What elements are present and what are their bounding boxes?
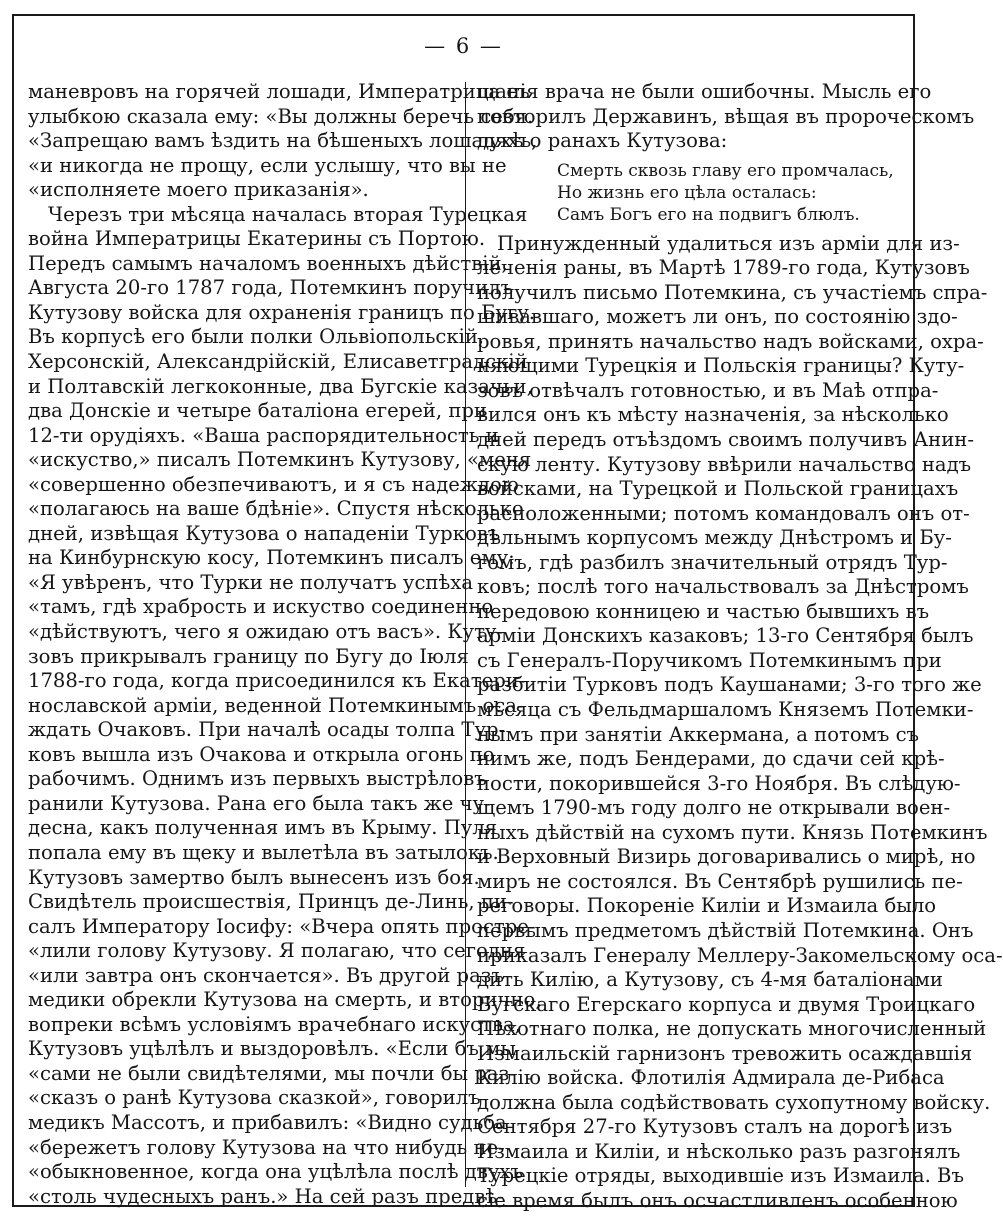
- text-line: леченія раны, въ Мартѣ 1789-го года, Кутузовъ: [477, 256, 970, 280]
- text-line: Пѣхотнаго полка, не допускать многочисленный: [477, 1017, 987, 1041]
- right-column-body: [477, 231, 1003, 1214]
- poem-line: Самъ Богъ его на подвигъ блюлъ.: [557, 204, 860, 225]
- poem-quote: [557, 160, 907, 226]
- text-line: духѣ о ранахъ Кутузова:: [477, 129, 728, 153]
- text-line: Килію войска. Флотилія Адмирала де-Рибаса: [477, 1066, 945, 1090]
- text-line: десна, какъ полученная имъ въ Крыму. Пуля: [28, 816, 498, 840]
- text-line: дней, извѣщая Кутузова о нападеніи Турковъ: [28, 521, 501, 545]
- text-line: «и никогда не прощу, если услышу, что вы не: [28, 153, 507, 177]
- text-line: и Полтавскій легкоконные, два Бугскіе казачьи,: [28, 374, 533, 398]
- text-line: рабочимъ. Однимъ изъ первыхъ выстрѣловъ: [28, 767, 487, 791]
- text-line: повторилъ Державинъ, вѣщая въ пророческомъ: [477, 104, 975, 128]
- text-line: ныхъ дѣйствій на сухомъ пути. Князь Потемкинъ: [477, 820, 988, 844]
- text-line: Кутузовъ уцѣлѣлъ и выздоровѣлъ. «Если бъ мы: [28, 1037, 516, 1061]
- text-line: улыбкою сказала ему: «Вы должны беречь себя.: [28, 104, 534, 128]
- text-line: нимъ же, подъ Бендерами, до сдачи сей крѣ-: [477, 747, 945, 771]
- text-line: расположенными; потомъ командовалъ онъ от-: [477, 501, 970, 525]
- text-line: вился онъ къ мѣсту назначенія, за нѣсколько: [477, 403, 949, 427]
- right-column-intro: [477, 80, 975, 154]
- text-line: медики обрекли Кутузова на смерть, и вторично,: [28, 988, 542, 1012]
- text-line: дить Килію, а Кутузову, съ 4-мя баталіонами: [477, 968, 943, 992]
- text-line: нымъ при занятіи Аккермана, а потомъ съ: [477, 722, 920, 746]
- text-line: войсками, на Турецкой и Польской границахъ: [477, 477, 959, 501]
- text-line: «дѣйствуютъ, чего я ожидаю отъ васъ». Куту-: [28, 620, 504, 644]
- text-line: 1788-го года, когда присоединился къ Екатери-: [28, 669, 526, 693]
- page: [12, 14, 1003, 1212]
- text-line: «исполняете моего приказанія».: [28, 178, 369, 202]
- text-line: «совершенно обезпечиваютъ, и я съ надеждою: [28, 472, 519, 496]
- text-line: «искуство,» писалъ Потемкинъ Кутузову, «меня: [28, 448, 532, 472]
- text-line: мѣсяца съ Фельдмаршаломъ Княземъ Потемки-: [477, 698, 974, 722]
- column-divider: [465, 82, 466, 1187]
- text-line: ждать Очаковъ. При началѣ осады толпа Тур-: [28, 718, 506, 742]
- text-line: «полагаюсь на ваше бдѣніе». Спустя нѣсколько: [28, 497, 524, 521]
- text-line: «столь чудесныхъ ранъ.» На сей разъ предвѣ-: [28, 1184, 504, 1208]
- text-line: ровья, принять начальство надъ войсками, охра-: [477, 329, 984, 353]
- text-line: передовою конницею и частью бывшихъ въ: [477, 599, 930, 623]
- text-line: маневровъ на горячей лошади, Императрица съ: [28, 80, 530, 103]
- text-line: миръ не состоялся. Въ Сентябрѣ рушились пе-: [477, 869, 963, 893]
- page-number: — 6 —: [424, 34, 503, 58]
- text-line: Августа 20-го 1787 года, Потемкинъ поручилъ: [28, 276, 514, 300]
- text-line: зовъ отвѣчалъ готовностью, и въ Маѣ отпра-: [477, 378, 939, 402]
- text-line: арміи Донскихъ казаковъ; 13-го Сентября былъ: [477, 624, 974, 648]
- text-line: вопреки всѣмъ условіямъ врачебнаго искуства,: [28, 1012, 521, 1036]
- text-line: Сентября 27-го Кутузовъ сталъ на дорогѣ изъ: [477, 1115, 953, 1139]
- text-line: «Я увѣренъ, что Турки не получатъ успѣха: [28, 570, 474, 594]
- text-line: Принужденный удалиться изъ арміи для из-: [497, 231, 960, 255]
- text-line: пости, покорившейся 3-го Ноября. Въ слѣдую-: [477, 771, 961, 795]
- left-column: [28, 80, 542, 1209]
- text-line: разбитіи Турковъ подъ Каушанами; 3-го того же: [477, 673, 982, 697]
- poem-line: Смерть сквозь главу его промчалась,: [557, 160, 894, 181]
- text-line: съ Генералъ-Поручикомъ Потемкинымъ при: [477, 648, 942, 672]
- text-line: попала ему въ щеку и вылетѣла въ затылокъ.: [28, 840, 499, 864]
- text-line: Измаила и Киліи, и нѣсколько разъ разгонялъ: [477, 1139, 961, 1163]
- text-line: «или завтра онъ скончается». Въ другой разъ: [28, 963, 504, 987]
- text-line: щемъ 1790-мъ году долго не открывали воен-: [477, 796, 951, 820]
- text-line: 12-ти орудіяхъ. «Ваша распорядительность и: [28, 423, 499, 447]
- text-line: на Кинбурнскую косу, Потемкинъ писалъ ему:: [28, 546, 515, 570]
- text-line: Измаильскій гарнизонъ тревожить осаждавшія: [477, 1041, 973, 1065]
- text-line: приказалъ Генералу Меллеру-Закомельскому оса-: [477, 943, 1003, 967]
- text-line: сіе время былъ онъ осчастливленъ особенною: [477, 1188, 958, 1212]
- text-line: должна была содѣйствовать сухопутному войску.: [477, 1090, 991, 1114]
- text-line: реговоры. Покореніе Киліи и Измаила было: [477, 894, 937, 918]
- text-line: Кутузовъ замертво былъ вынесенъ изъ боя.: [28, 865, 480, 889]
- text-line: щанія врача не были ошибочны. Мысль его: [477, 80, 932, 103]
- text-line: Черезъ три мѣсяца началась вторая Турецкая: [48, 202, 528, 226]
- text-line: и Верховный Визирь договаривались о мирѣ, но: [477, 845, 976, 869]
- text-line: Бугскаго Егерскаго корпуса и двумя Троицкаго: [477, 992, 976, 1016]
- text-line: «сами не были свидѣтелями, мы почли бы раз-: [28, 1061, 516, 1085]
- text-line: дней передъ отъѣздомъ своимъ получивъ Анин-: [477, 428, 974, 452]
- text-line: первымъ предметомъ дѣйствій Потемкина. Онъ: [477, 918, 974, 942]
- text-line: «лили голову Кутузову. Я полагаю, что сегодня: [28, 939, 526, 963]
- text-line: Передъ самымъ началомъ военныхъ дѣйствій,: [28, 251, 508, 275]
- text-line: «обыкновенное, когда она уцѣлѣла послѣ двухъ: [28, 1160, 523, 1184]
- text-line: гомъ, гдѣ разбилъ значительный отрядъ Тур-: [477, 550, 948, 574]
- text-line: два Донскіе и четыре баталіона егерей, при: [28, 399, 487, 423]
- text-line: Кутузову войска для охраненія границъ по Бугу.: [28, 300, 536, 324]
- text-line: получилъ письмо Потемкина, съ участіемъ спра-: [477, 280, 988, 304]
- text-line: Херсонскій, Александрійскій, Елисаветградскій: [28, 350, 528, 374]
- text-line: ковъ; послѣ того начальствовалъ за Днѣстромъ: [477, 575, 969, 599]
- text-line: ранили Кутузова. Рана его была такъ же чу-: [28, 791, 491, 815]
- text-line: Въ корпусѣ его были полки Ольвіопольскій,: [28, 325, 485, 349]
- text-line: салъ Императору Іосифу: «Вчера опять простре-: [28, 914, 536, 938]
- text-line: «тамъ, гдѣ храбрость и искуство соединенно: [28, 595, 494, 619]
- poem-line: Но жизнь его цѣла осталась:: [557, 182, 817, 203]
- text-line: медикъ Массотъ, и прибавилъ: «Видно судьба: [28, 1110, 507, 1134]
- text-line: зовъ прикрывалъ границу по Бугу до Іюля: [28, 644, 469, 668]
- text-line: нославской арміи, веденной Потемкинымъ оса-: [28, 693, 524, 717]
- text-line: война Императрицы Екатерины съ Портою.: [28, 227, 486, 251]
- text-line: «Запрещаю вамъ ѣздить на бѣшеныхъ лошадяхъ,: [28, 129, 538, 153]
- text-line: «сказъ о ранѣ Кутузова сказкой», говорилъ: [28, 1086, 481, 1110]
- text-line: няющими Турецкія и Польскія границы? Куту-: [477, 354, 965, 378]
- text-line: скую ленту. Кутузову ввѣрили начальство надъ: [477, 452, 972, 476]
- text-line: ковъ вышла изъ Очакова и открыла огонь по: [28, 742, 495, 766]
- text-line: Свидѣтель происшествія, Принцъ де-Линь, пи-: [28, 890, 514, 914]
- text-line: «бережетъ голову Кутузова на что нибудь не-: [28, 1135, 505, 1159]
- text-line: Турецкіе отряды, выходившіе изъ Измаила. Въ: [477, 1164, 964, 1188]
- text-line: шивавшаго, можетъ ли онъ, по состоянію здо-: [477, 305, 958, 329]
- text-line: дѣльнымъ корпусомъ между Днѣстромъ и Бу-: [477, 526, 952, 550]
- right-column: [477, 80, 1003, 1214]
